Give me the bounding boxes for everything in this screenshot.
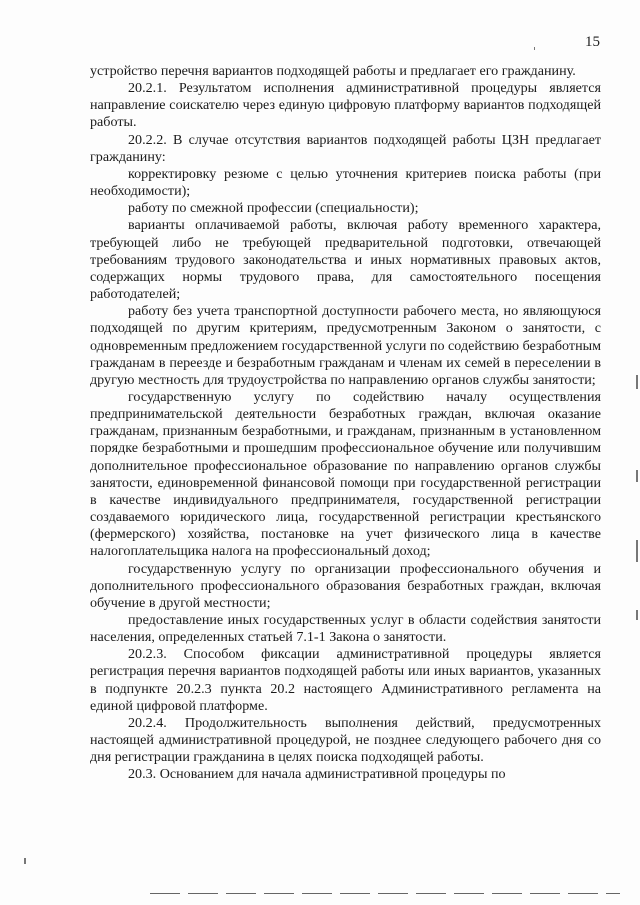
list-item-work-without-transport: работу без учета транспортной доступности рабочего места, но являющуюся подходящей по другим критериям, предусмотренным Законом о занятости, с одновременным предложением государственной услуги по содействию безработным гражданам в переезде и безработным гражданам и членам их семей в переселении в другую местность для трудоустройства по направлению органов службы занятости; xyxy=(90,303,601,388)
scan-artifact xyxy=(534,47,535,50)
document-body xyxy=(90,63,601,784)
list-item-related-profession: работу по смежной профессии (специальности); xyxy=(128,200,419,217)
list-item-resume-correction: корректировку резюме с целью уточнения критериев поиска работы (при необходимости); xyxy=(90,165,601,200)
paragraph-20-3: 20.3. Основанием для начала административной процедуры по xyxy=(128,766,506,783)
scan-artifact xyxy=(24,858,26,864)
bottom-edge-line xyxy=(150,893,620,894)
paragraph-20-2-4: 20.2.4. Продолжительность выполнения действий, предусмотренных настоящей административной процедурой, не позднее следующего рабочего дня со дня регистрации гражданина в целях поиска подходящей работы. xyxy=(90,714,601,766)
paragraph-continuation: устройство перечня вариантов подходящей работы и предлагает его гражданину. xyxy=(90,63,576,79)
list-item-vocational-training-service: государственную услугу по организации профессионального обучения и дополнительного профессионального образования безработных граждан, включая обучение в другой местности; xyxy=(90,560,601,611)
list-item-paid-work-options: варианты оплачиваемой работы, включая работу временного характера, требующей либо не требующей предварительной подготовки, отвечающей требованиям трудового законодательства и иных нормативных правовых актов, содержащих нормы трудового права, для самостоятельного посещения работодателей; xyxy=(90,217,601,303)
page-number: 15 xyxy=(585,34,600,50)
scan-artifact xyxy=(636,540,638,562)
scan-artifact xyxy=(636,610,638,620)
scan-artifact xyxy=(636,470,638,482)
paragraph-20-2-2: 20.2.2. В случае отсутствия вариантов подходящей работы ЦЗН предлагает гражданину: xyxy=(90,131,601,165)
paragraph-20-2-3: 20.2.3. Способом фиксации административной процедуры является регистрация перечня вариантов подходящей работы или иных вариантов, указанных в подпункте 20.2.3 пункта 20.2 настоящего Административного регламента на единой цифровой платформе. xyxy=(90,646,601,714)
scan-artifact xyxy=(636,375,638,389)
list-item-other-services: предоставление иных государственных услуг в области содействия занятости населения, определенных статьей 7.1-1 Закона о занятости. xyxy=(90,612,601,646)
paragraph-20-2-1: 20.2.1. Результатом исполнения административной процедуры является направление соискателю через единую цифровую платформу вариантов подходящей работы. xyxy=(90,80,601,131)
list-item-business-support-service: государственную услугу по содействию началу осуществления предпринимательской деятельности безработных граждан, включая оказание гражданам, признанным безработными, и гражданам, признанным в установленном порядке безработными и прошедшим профессиональное обучение или получившим дополнительное профессиональное образование по направлению органов службы занятости, единовременной финансовой помощи при государственной регистрации в качестве индивидуального предпринимателя, государственной регистрации создаваемого юридического лица, государственной регистрации крестьянского (фермерского) хозяйства, постановке на учет физического лица в качестве налогоплательщика налога на профессиональный доход; xyxy=(90,388,601,560)
